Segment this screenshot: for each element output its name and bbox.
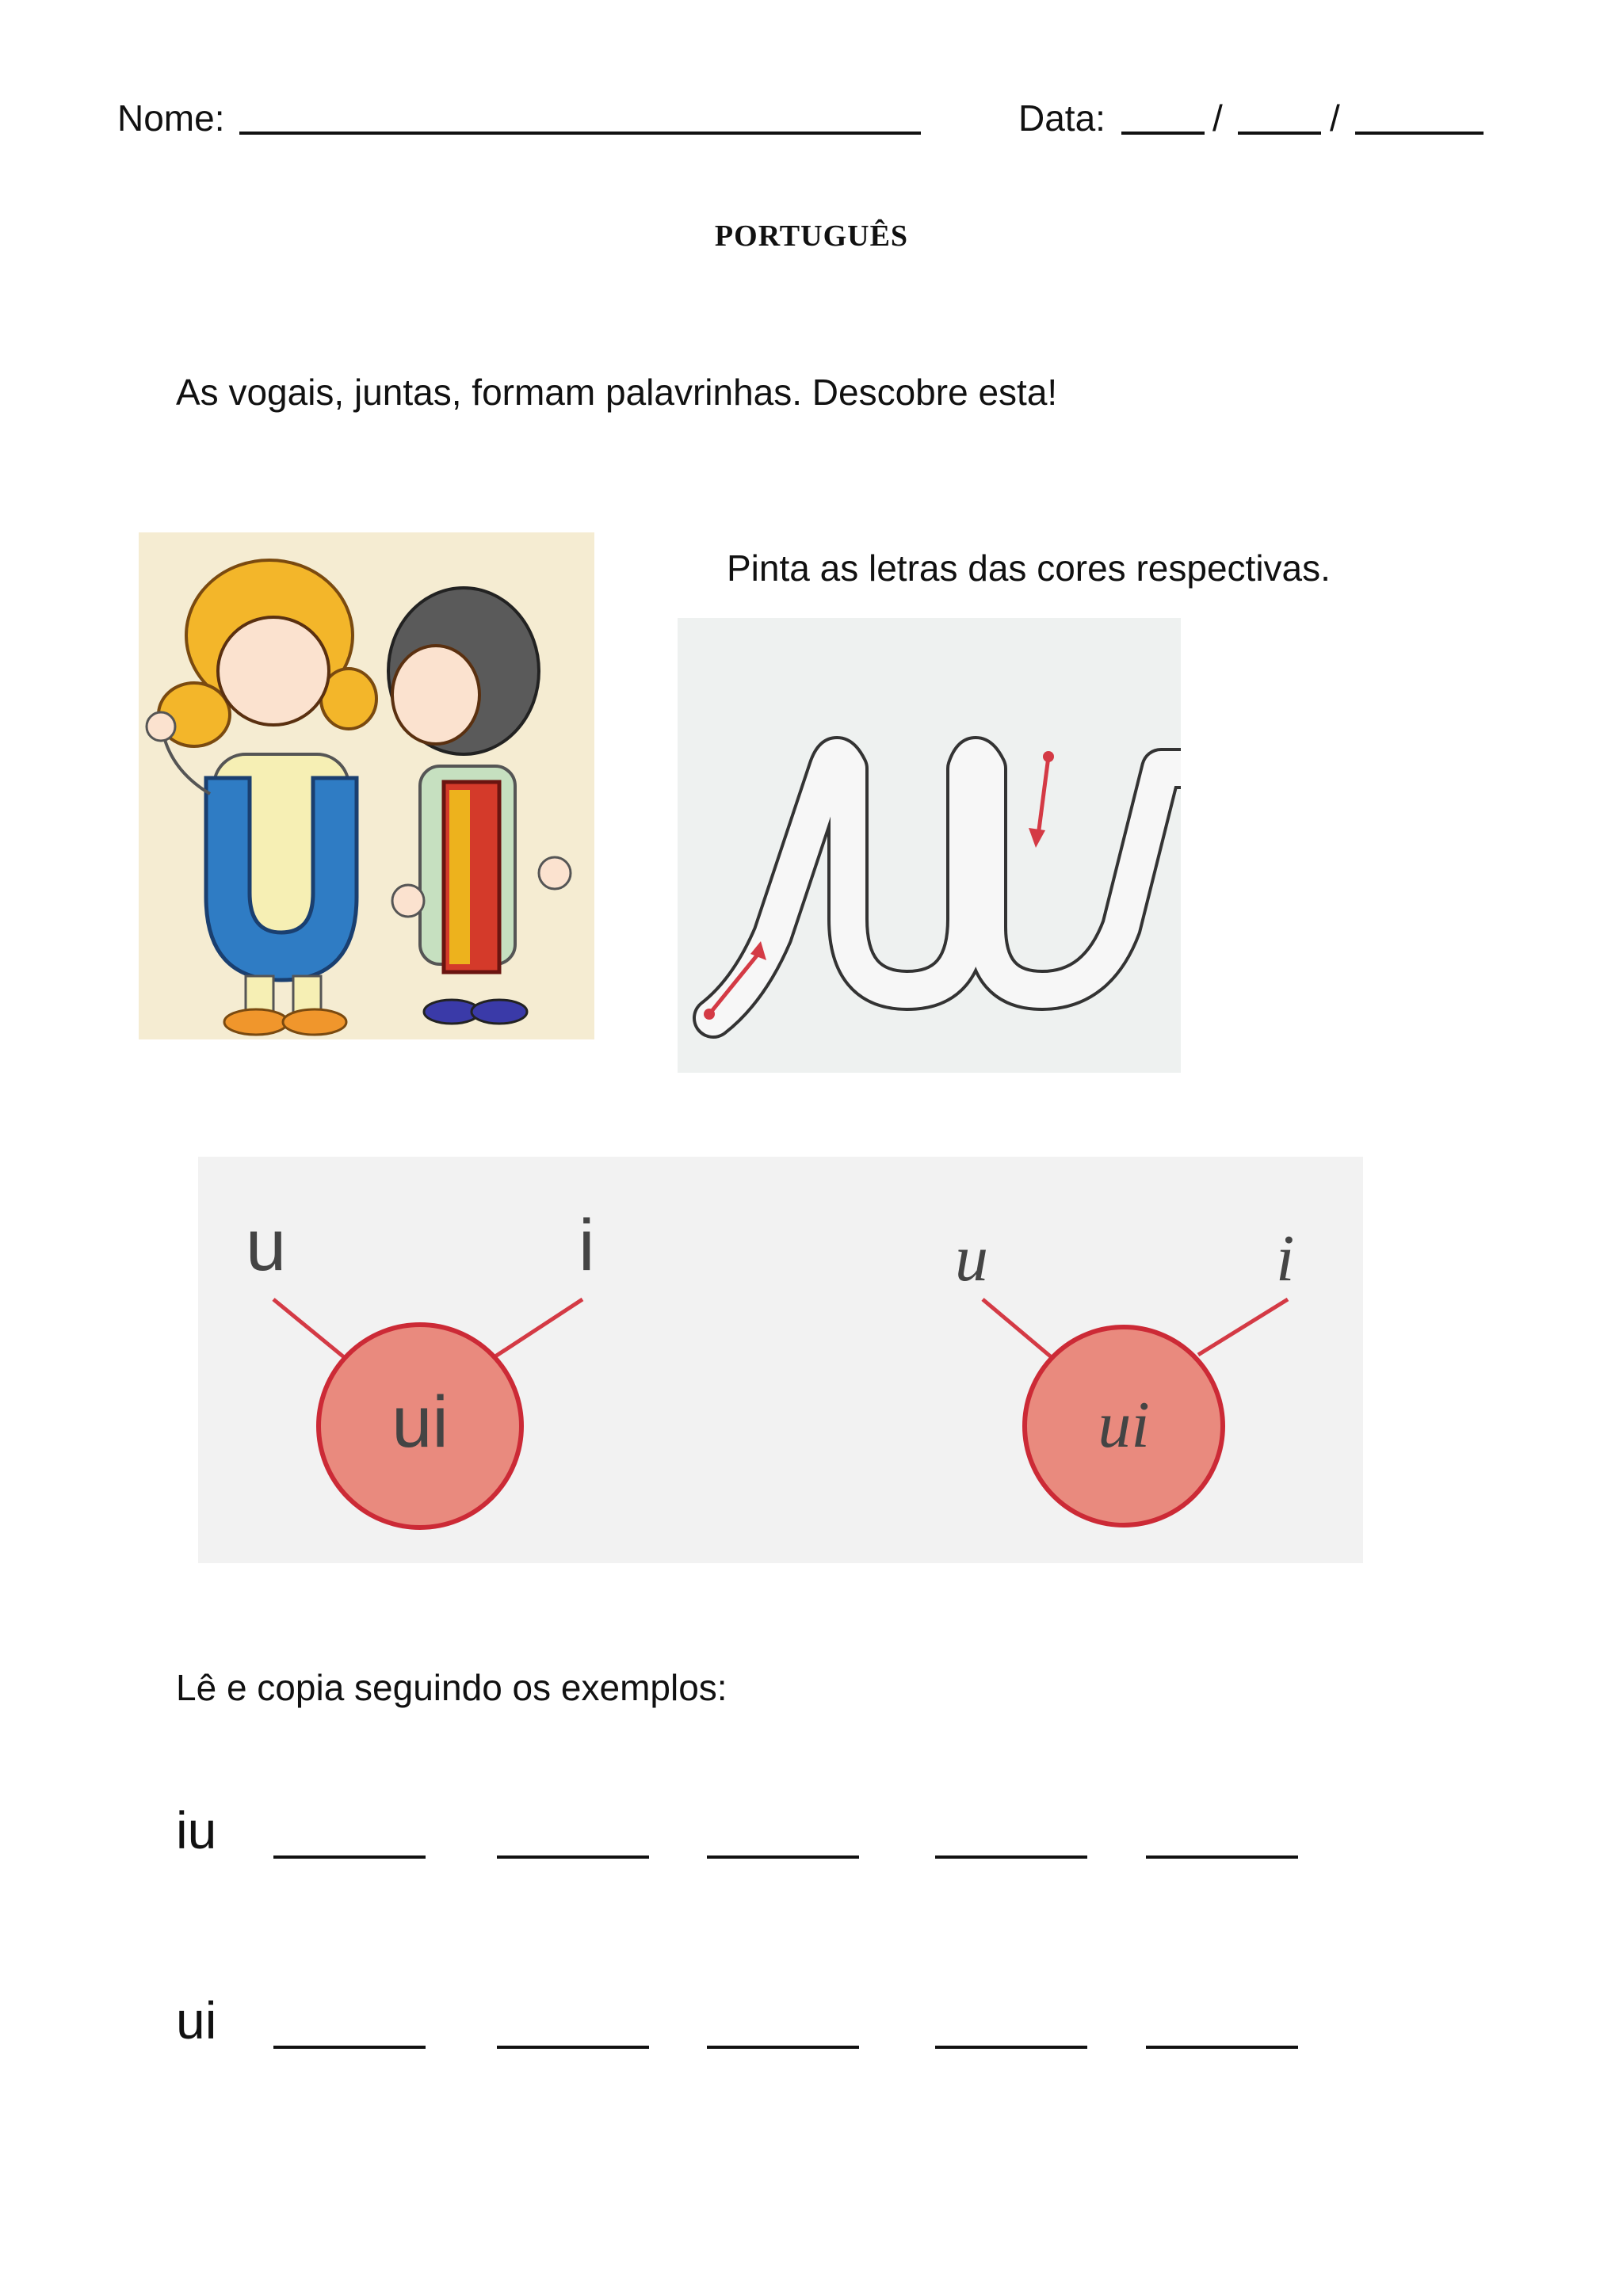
copy-row-2-blank-1[interactable]	[273, 2046, 426, 2049]
copy-instruction: Lê e copia seguindo os exemplos:	[176, 1667, 727, 1708]
diagram-print-u: u	[246, 1205, 287, 1286]
date-separator-1: /	[1212, 97, 1223, 139]
copy-row-1-blank-4[interactable]	[935, 1855, 1087, 1859]
copy-row-example-ui: ui	[176, 1991, 217, 2050]
name-line[interactable]	[239, 132, 921, 135]
diagram-print-ui: ui	[391, 1382, 449, 1463]
diagram-print-i: i	[579, 1205, 595, 1286]
copy-row-2-blank-3[interactable]	[707, 2046, 859, 2049]
diagram-cursive-ui: ui	[1098, 1388, 1150, 1462]
diagram-cursive-u: u	[955, 1222, 988, 1295]
copy-row-1-blank-3[interactable]	[707, 1855, 859, 1859]
copy-row-2-blank-2[interactable]	[497, 2046, 649, 2049]
page-title: PORTUGUÊS	[714, 219, 909, 253]
date-year-line[interactable]	[1355, 132, 1484, 135]
copy-row-2-blank-4[interactable]	[935, 2046, 1087, 2049]
copy-row-1-blank-5[interactable]	[1146, 1855, 1298, 1859]
copy-row-2-blank-5[interactable]	[1146, 2046, 1298, 2049]
date-day-line[interactable]	[1121, 132, 1205, 135]
date-month-line[interactable]	[1238, 132, 1321, 135]
vowel-combination-diagram	[198, 1157, 1363, 1563]
name-label: Nome:	[117, 97, 225, 139]
copy-row-example-iu: iu	[176, 1801, 217, 1859]
intro-text: As vogais, juntas, formam palavrinhas. Descobre esta!	[176, 372, 1058, 413]
tracing-panel[interactable]	[678, 618, 1181, 1073]
diagram-cursive-i: i	[1276, 1222, 1295, 1295]
copy-row-1-blank-2[interactable]	[497, 1855, 649, 1859]
copy-row-1-blank-1[interactable]	[273, 1855, 426, 1859]
date-label: Data:	[1018, 97, 1106, 139]
date-separator-2: /	[1330, 97, 1340, 139]
paint-instruction: Pinta as letras das cores respectivas.	[727, 547, 1331, 589]
children-illustration	[139, 532, 594, 1039]
